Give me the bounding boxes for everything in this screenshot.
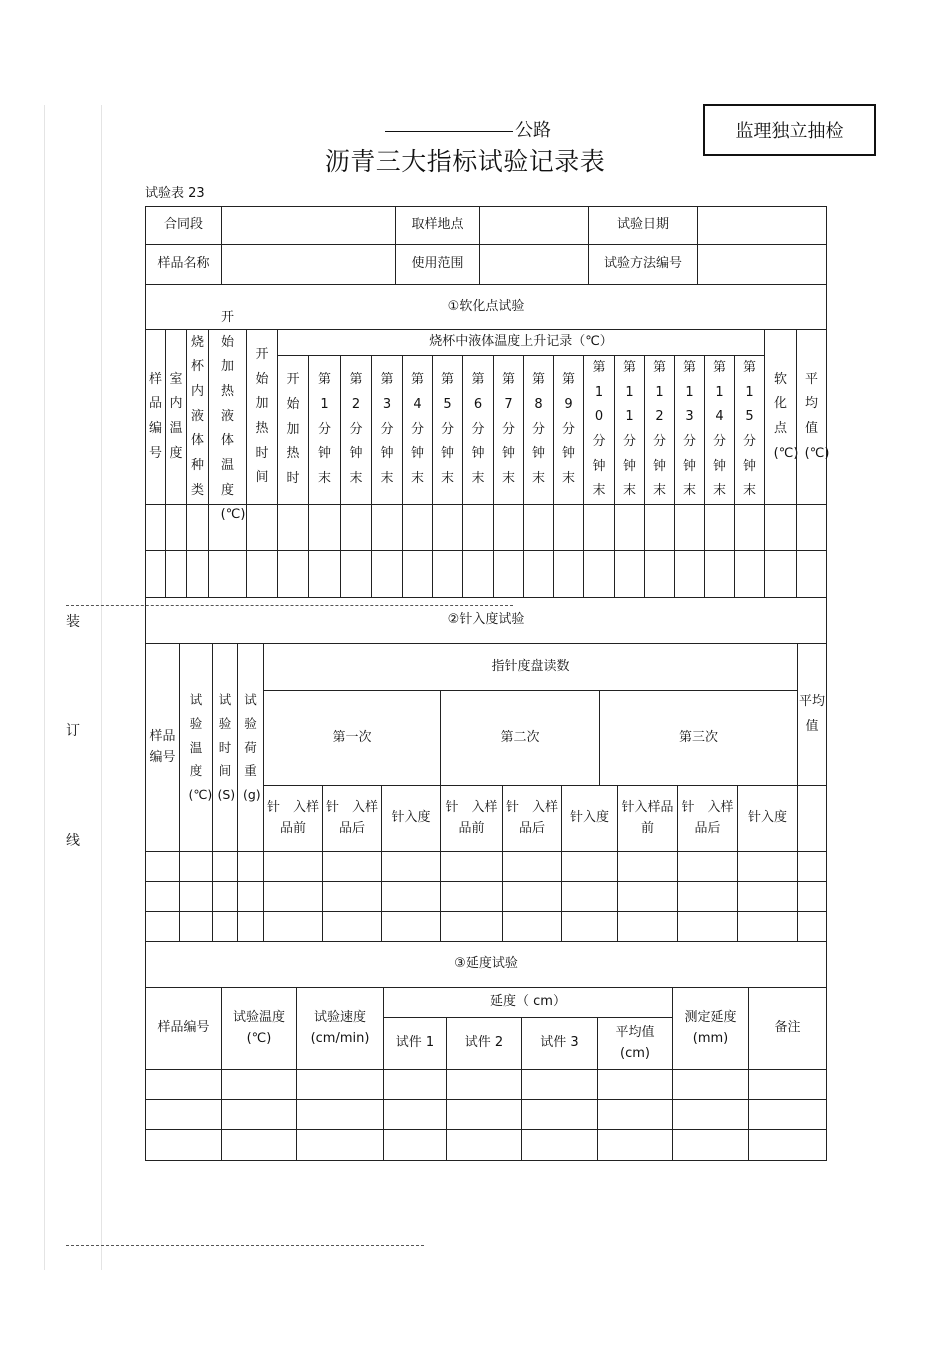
penetration-data-cell[interactable] <box>561 881 618 912</box>
softening-minute-3-label: 第3分钟末 <box>380 372 394 487</box>
penetration-average-blank[interactable] <box>797 785 827 852</box>
ductility-col-measured <box>672 987 749 1070</box>
softening-minute-8-label: 第8分钟末 <box>531 372 545 487</box>
penetration-data-cell[interactable] <box>737 911 798 942</box>
penetration-data-cell[interactable] <box>677 881 738 912</box>
penetration-round-2 <box>440 690 600 786</box>
softening-minute-1-label: 第1分钟末 <box>317 372 331 487</box>
ductility-header <box>383 987 673 1018</box>
penetration-data-cell[interactable] <box>797 851 827 882</box>
softening-data-cell[interactable] <box>186 550 209 598</box>
softening-data-cell[interactable] <box>165 504 187 551</box>
softening-data-cell[interactable] <box>674 550 705 598</box>
softening-minute-14 <box>704 355 735 505</box>
penetration-data-cell[interactable] <box>322 851 382 882</box>
ductility-data-cell[interactable] <box>446 1129 522 1161</box>
penetration-sub-col-7 <box>617 785 678 852</box>
softening-data-cell[interactable] <box>246 550 278 598</box>
penetration-data-cell[interactable] <box>440 881 503 912</box>
ductility-col-test-temp-label: 试验温度(℃) <box>232 1010 285 1046</box>
penetration-data-cell[interactable] <box>179 881 213 912</box>
penetration-col-test-time <box>212 643 238 852</box>
penetration-data-cell[interactable] <box>212 911 238 942</box>
softening-col-sample-no <box>145 329 166 505</box>
softening-data-cell[interactable] <box>340 550 372 598</box>
ductility-data-cell[interactable] <box>748 1069 827 1100</box>
ductility-col-sample-no <box>145 987 222 1070</box>
softening-minute-10-label: 第10分钟末 <box>592 359 606 499</box>
softening-data-cell[interactable] <box>734 504 765 551</box>
ductility-col-test-speed <box>296 987 384 1070</box>
softening-minute-4 <box>402 355 433 505</box>
contract-section-value[interactable] <box>221 206 396 245</box>
penetration-data-cell[interactable] <box>677 911 738 942</box>
softening-data-cell[interactable] <box>432 550 463 598</box>
penetration-sub-col-1 <box>263 785 323 852</box>
penetration-data-cell[interactable] <box>617 851 678 882</box>
softening-data-cell[interactable] <box>644 504 675 551</box>
softening-col-liquid-type <box>186 329 209 505</box>
binding-char-ding: 订 <box>66 723 80 739</box>
penetration-data-cell[interactable] <box>677 851 738 882</box>
softening-data-cell[interactable] <box>493 550 524 598</box>
ductility-specimen-1 <box>383 1017 447 1070</box>
penetration-data-cell[interactable] <box>737 881 798 912</box>
penetration-sub-col-9 <box>737 785 798 852</box>
softening-minute-6-label: 第6分钟末 <box>471 372 485 487</box>
penetration-data-cell[interactable] <box>179 911 213 942</box>
ductility-data-cell[interactable] <box>383 1099 447 1130</box>
penetration-round-1-label: 第一次 <box>332 729 372 745</box>
softening-minute-12 <box>644 355 675 505</box>
softening-col-average <box>796 329 830 505</box>
test-date-label-label: 试验日期 <box>616 217 669 233</box>
contract-section-label <box>145 206 222 245</box>
softening-data-cell[interactable] <box>644 550 675 598</box>
softening-col-average-label: 平均值(℃) <box>804 371 830 461</box>
penetration-data-cell[interactable] <box>502 911 562 942</box>
penetration-data-cell[interactable] <box>561 851 618 882</box>
softening-data-cell[interactable] <box>208 504 247 551</box>
ductility-data-cell[interactable] <box>296 1069 384 1100</box>
penetration-data-cell[interactable] <box>502 851 562 882</box>
page-title: 沥青三大指标试验记录表 <box>324 147 606 176</box>
ductility-col-remarks <box>748 987 827 1070</box>
softening-minute-13-label: 第13分钟末 <box>682 359 696 499</box>
ductility-data-cell[interactable] <box>446 1069 522 1100</box>
softening-minute-15-label: 第15分钟末 <box>742 359 756 499</box>
softening-data-cell[interactable] <box>246 504 278 551</box>
penetration-data-cell[interactable] <box>440 911 503 942</box>
penetration-data-cell[interactable] <box>212 851 238 882</box>
binding-char-zhuang: 装 <box>66 614 80 630</box>
penetration-sub-col-8-label: 针 入样品后 <box>681 800 734 836</box>
softening-data-cell[interactable] <box>186 504 209 551</box>
penetration-data-cell[interactable] <box>145 851 180 882</box>
ductility-data-cell[interactable] <box>521 1129 598 1161</box>
softening-minute-11 <box>614 355 645 505</box>
softening-minute-10 <box>583 355 615 505</box>
softening-minute-3 <box>371 355 403 505</box>
softening-data-cell[interactable] <box>674 504 705 551</box>
softening-minute-5 <box>432 355 463 505</box>
penetration-sub-col-6 <box>561 785 618 852</box>
ductility-data-cell[interactable] <box>383 1129 447 1161</box>
softening-minute-6 <box>462 355 494 505</box>
penetration-col-sample-no <box>145 643 180 852</box>
ductility-col-sample-no-label: 样品编号 <box>157 1020 210 1036</box>
penetration-data-cell[interactable] <box>381 881 441 912</box>
penetration-sub-col-8 <box>677 785 738 852</box>
penetration-data-cell[interactable] <box>617 911 678 942</box>
road-name-blank <box>385 131 513 132</box>
softening-data-cell[interactable] <box>402 504 433 551</box>
softening-data-cell[interactable] <box>614 550 645 598</box>
softening-data-cell[interactable] <box>402 550 433 598</box>
penetration-data-cell[interactable] <box>145 911 180 942</box>
penetration-sub-col-7-label: 针入样品前 <box>621 800 674 836</box>
softening-data-cell[interactable] <box>553 550 584 598</box>
sample-name-label <box>145 244 222 285</box>
penetration-sub-col-9-label: 针入度 <box>747 810 787 826</box>
softening-rise-start <box>277 355 309 505</box>
road-suffix: 公路 <box>515 120 551 141</box>
softening-col-sample-no-label: 样品编号 <box>148 371 162 461</box>
softening-data-cell[interactable] <box>523 504 554 551</box>
penetration-col-test-temp-label: 试验温度(℃) <box>188 692 213 803</box>
ductility-data-cell[interactable] <box>672 1099 749 1130</box>
penetration-col-average <box>797 643 827 786</box>
ductility-specimen-3 <box>521 1017 598 1070</box>
softening-col-point <box>764 329 797 505</box>
softening-minute-9 <box>553 355 584 505</box>
softening-minute-2-label: 第2分钟末 <box>349 372 363 487</box>
ductility-data-cell[interactable] <box>145 1129 222 1161</box>
softening-minute-1 <box>308 355 341 505</box>
softening-data-cell[interactable] <box>704 504 735 551</box>
sample-name-label-label: 样品名称 <box>157 256 210 272</box>
softening-minute-7 <box>493 355 524 505</box>
softening-data-cell[interactable] <box>553 504 584 551</box>
ductility-section-title <box>145 941 827 988</box>
softening-col-start-heat-time-label: 开始加热时间 <box>255 346 269 486</box>
ductility-data-cell[interactable] <box>672 1069 749 1100</box>
ductility-col-average-label: 平均值(cm) <box>615 1025 655 1061</box>
penetration-data-cell[interactable] <box>617 881 678 912</box>
softening-data-cell[interactable] <box>796 504 827 551</box>
penetration-data-cell[interactable] <box>145 881 180 912</box>
softening-data-cell[interactable] <box>704 550 735 598</box>
penetration-col-test-temp <box>179 643 213 852</box>
ductility-header-label: 延度（ cm） <box>490 994 566 1010</box>
softening-data-cell[interactable] <box>208 550 247 598</box>
ductility-data-cell[interactable] <box>145 1099 222 1130</box>
penetration-section-title-label: ②针入度试验 <box>447 612 525 628</box>
penetration-data-cell[interactable] <box>263 851 323 882</box>
ductility-col-test-temp <box>221 987 297 1070</box>
penetration-data-cell[interactable] <box>322 911 382 942</box>
ductility-data-cell[interactable] <box>446 1099 522 1130</box>
penetration-round-3-label: 第三次 <box>678 729 718 745</box>
ductility-data-cell[interactable] <box>221 1099 297 1130</box>
penetration-data-cell[interactable] <box>440 851 503 882</box>
softening-data-cell[interactable] <box>145 504 166 551</box>
usage-scope-value[interactable] <box>479 244 589 285</box>
ductility-col-measured-label: 测定延度(mm) <box>684 1010 737 1046</box>
softening-data-cell[interactable] <box>308 550 341 598</box>
softening-data-cell[interactable] <box>432 504 463 551</box>
softening-minute-2 <box>340 355 372 505</box>
softening-minute-12-label: 第12分钟末 <box>652 359 666 499</box>
ductility-data-cell[interactable] <box>521 1099 598 1130</box>
binding-dash-line-bottom <box>66 1245 424 1246</box>
usage-scope-label <box>395 244 480 285</box>
penetration-col-average-label: 平均值 <box>798 693 825 734</box>
ductility-data-cell[interactable] <box>597 1099 673 1130</box>
test-method-no-label-label: 试验方法编号 <box>603 256 682 272</box>
softening-data-cell[interactable] <box>145 550 166 598</box>
penetration-sub-col-2-label: 针 入样品后 <box>325 800 378 836</box>
supervision-stamp: 监理独立抽检 <box>703 104 876 156</box>
sample-name-value[interactable] <box>221 244 396 285</box>
softening-section-title-label: ①软化点试验 <box>447 298 525 314</box>
softening-col-start-liquid-temp <box>208 309 247 523</box>
softening-data-cell[interactable] <box>462 504 494 551</box>
ductility-col-test-speed-label: 试验速度(cm/min) <box>310 1010 370 1046</box>
penetration-data-cell[interactable] <box>502 881 562 912</box>
penetration-sub-col-1-label: 针 入样品前 <box>266 800 319 836</box>
ductility-specimen-3-label: 试件 3 <box>540 1035 579 1051</box>
ductility-data-cell[interactable] <box>221 1069 297 1100</box>
penetration-sub-col-2 <box>322 785 382 852</box>
softening-col-room-temp <box>165 329 187 505</box>
ductility-data-cell[interactable] <box>672 1129 749 1161</box>
softening-data-cell[interactable] <box>734 550 765 598</box>
penetration-sub-col-3 <box>381 785 441 852</box>
softening-data-cell[interactable] <box>764 504 797 551</box>
penetration-data-cell[interactable] <box>237 881 264 912</box>
softening-data-cell[interactable] <box>277 504 309 551</box>
ductility-data-cell[interactable] <box>296 1099 384 1130</box>
softening-data-cell[interactable] <box>493 504 524 551</box>
penetration-data-cell[interactable] <box>381 851 441 882</box>
softening-data-cell[interactable] <box>340 504 372 551</box>
softening-rise-header <box>277 329 765 356</box>
ductility-data-cell[interactable] <box>221 1129 297 1161</box>
ductility-specimen-2-label: 试件 2 <box>464 1035 504 1051</box>
softening-data-cell[interactable] <box>462 550 494 598</box>
penetration-sub-col-5 <box>502 785 562 852</box>
softening-data-cell[interactable] <box>764 550 797 598</box>
softening-col-start-liquid-temp-label: 开始加热液体温度(℃) <box>220 309 246 523</box>
softening-minute-7-label: 第7分钟末 <box>501 372 515 487</box>
test-method-no-label <box>588 244 698 285</box>
test-date-value[interactable] <box>697 206 827 245</box>
penetration-section-title <box>145 597 827 644</box>
softening-data-cell[interactable] <box>583 504 615 551</box>
penetration-data-cell[interactable] <box>737 851 798 882</box>
softening-col-room-temp-label: 室内温度 <box>169 371 183 461</box>
softening-minute-5-label: 第5分钟末 <box>440 372 454 487</box>
softening-data-cell[interactable] <box>277 550 309 598</box>
penetration-round-3 <box>599 690 798 786</box>
softening-minute-8 <box>523 355 554 505</box>
penetration-data-cell[interactable] <box>561 911 618 942</box>
penetration-data-cell[interactable] <box>237 911 264 942</box>
softening-section-title <box>145 284 827 330</box>
ductility-col-remarks-label: 备注 <box>774 1020 801 1036</box>
penetration-round-1 <box>263 690 441 786</box>
penetration-sub-col-3-label: 针入度 <box>391 810 431 826</box>
ductility-data-cell[interactable] <box>597 1129 673 1161</box>
softening-minute-4-label: 第4分钟末 <box>410 372 424 487</box>
ductility-data-cell[interactable] <box>597 1069 673 1100</box>
penetration-col-test-load-label: 试验荷重(g) <box>243 692 261 803</box>
softening-minute-13 <box>674 355 705 505</box>
penetration-sub-col-5-label: 针 入样品后 <box>505 800 558 836</box>
penetration-col-test-time-label: 试验时间(S) <box>217 692 236 803</box>
softening-col-point-label: 软化点(℃) <box>773 371 799 461</box>
penetration-col-sample-no-label: 样品编号 <box>149 729 176 765</box>
softening-data-cell[interactable] <box>371 550 403 598</box>
penetration-sub-col-6-label: 针入度 <box>569 810 609 826</box>
penetration-data-cell[interactable] <box>237 851 264 882</box>
ductility-data-cell[interactable] <box>145 1069 222 1100</box>
test-date-label <box>588 206 698 245</box>
form-number: 试验表 23 <box>145 186 205 201</box>
softening-data-cell[interactable] <box>371 504 403 551</box>
ductility-section-title-label: ③延度试验 <box>454 956 518 972</box>
softening-rise-header-label: 烧杯中液体温度上升记录（℃） <box>429 334 613 350</box>
ductility-data-cell[interactable] <box>748 1129 827 1161</box>
softening-data-cell[interactable] <box>583 550 615 598</box>
penetration-col-test-load <box>237 643 264 852</box>
softening-minute-14-label: 第14分钟末 <box>712 359 726 499</box>
penetration-data-cell[interactable] <box>179 851 213 882</box>
penetration-round-2-label: 第二次 <box>500 729 540 745</box>
sampling-location-value[interactable] <box>479 206 589 245</box>
softening-data-cell[interactable] <box>165 550 187 598</box>
sampling-location-label <box>395 206 480 245</box>
softening-data-cell[interactable] <box>523 550 554 598</box>
penetration-sub-col-4 <box>440 785 503 852</box>
softening-minute-11-label: 第11分钟末 <box>622 359 636 499</box>
penetration-data-cell[interactable] <box>263 911 323 942</box>
softening-col-start-heat-time <box>246 329 278 505</box>
ductility-specimen-2 <box>446 1017 522 1070</box>
ductility-data-cell[interactable] <box>296 1129 384 1161</box>
sampling-location-label-label: 取样地点 <box>411 217 464 233</box>
softening-minute-9-label: 第9分钟末 <box>561 372 575 487</box>
penetration-data-cell[interactable] <box>212 881 238 912</box>
ductility-specimen-1-label: 试件 1 <box>395 1035 435 1051</box>
usage-scope-label-label: 使用范围 <box>411 256 464 272</box>
softening-col-liquid-type-label: 烧杯内液体种类 <box>190 334 204 498</box>
ductility-data-cell[interactable] <box>748 1099 827 1130</box>
ductility-data-cell[interactable] <box>383 1069 447 1100</box>
binding-char-xian: 线 <box>66 833 80 849</box>
penetration-data-cell[interactable] <box>797 881 827 912</box>
test-method-no-value[interactable] <box>697 244 827 285</box>
penetration-dial-header-label: 指针度盘读数 <box>491 658 570 674</box>
softening-data-cell[interactable] <box>614 504 645 551</box>
penetration-data-cell[interactable] <box>797 911 827 942</box>
ductility-data-cell[interactable] <box>521 1069 598 1100</box>
penetration-data-cell[interactable] <box>322 881 382 912</box>
softening-data-cell[interactable] <box>308 504 341 551</box>
penetration-dial-header <box>263 643 798 691</box>
softening-minute-15 <box>734 355 765 505</box>
penetration-data-cell[interactable] <box>381 911 441 942</box>
softening-rise-start-label: 开始加热时 <box>286 372 300 487</box>
binding-margin <box>44 105 102 1270</box>
ductility-col-average <box>597 1017 673 1070</box>
penetration-data-cell[interactable] <box>263 881 323 912</box>
softening-data-cell[interactable] <box>796 550 827 598</box>
contract-section-label-label: 合同段 <box>163 217 203 233</box>
penetration-sub-col-4-label: 针 入样品前 <box>445 800 498 836</box>
